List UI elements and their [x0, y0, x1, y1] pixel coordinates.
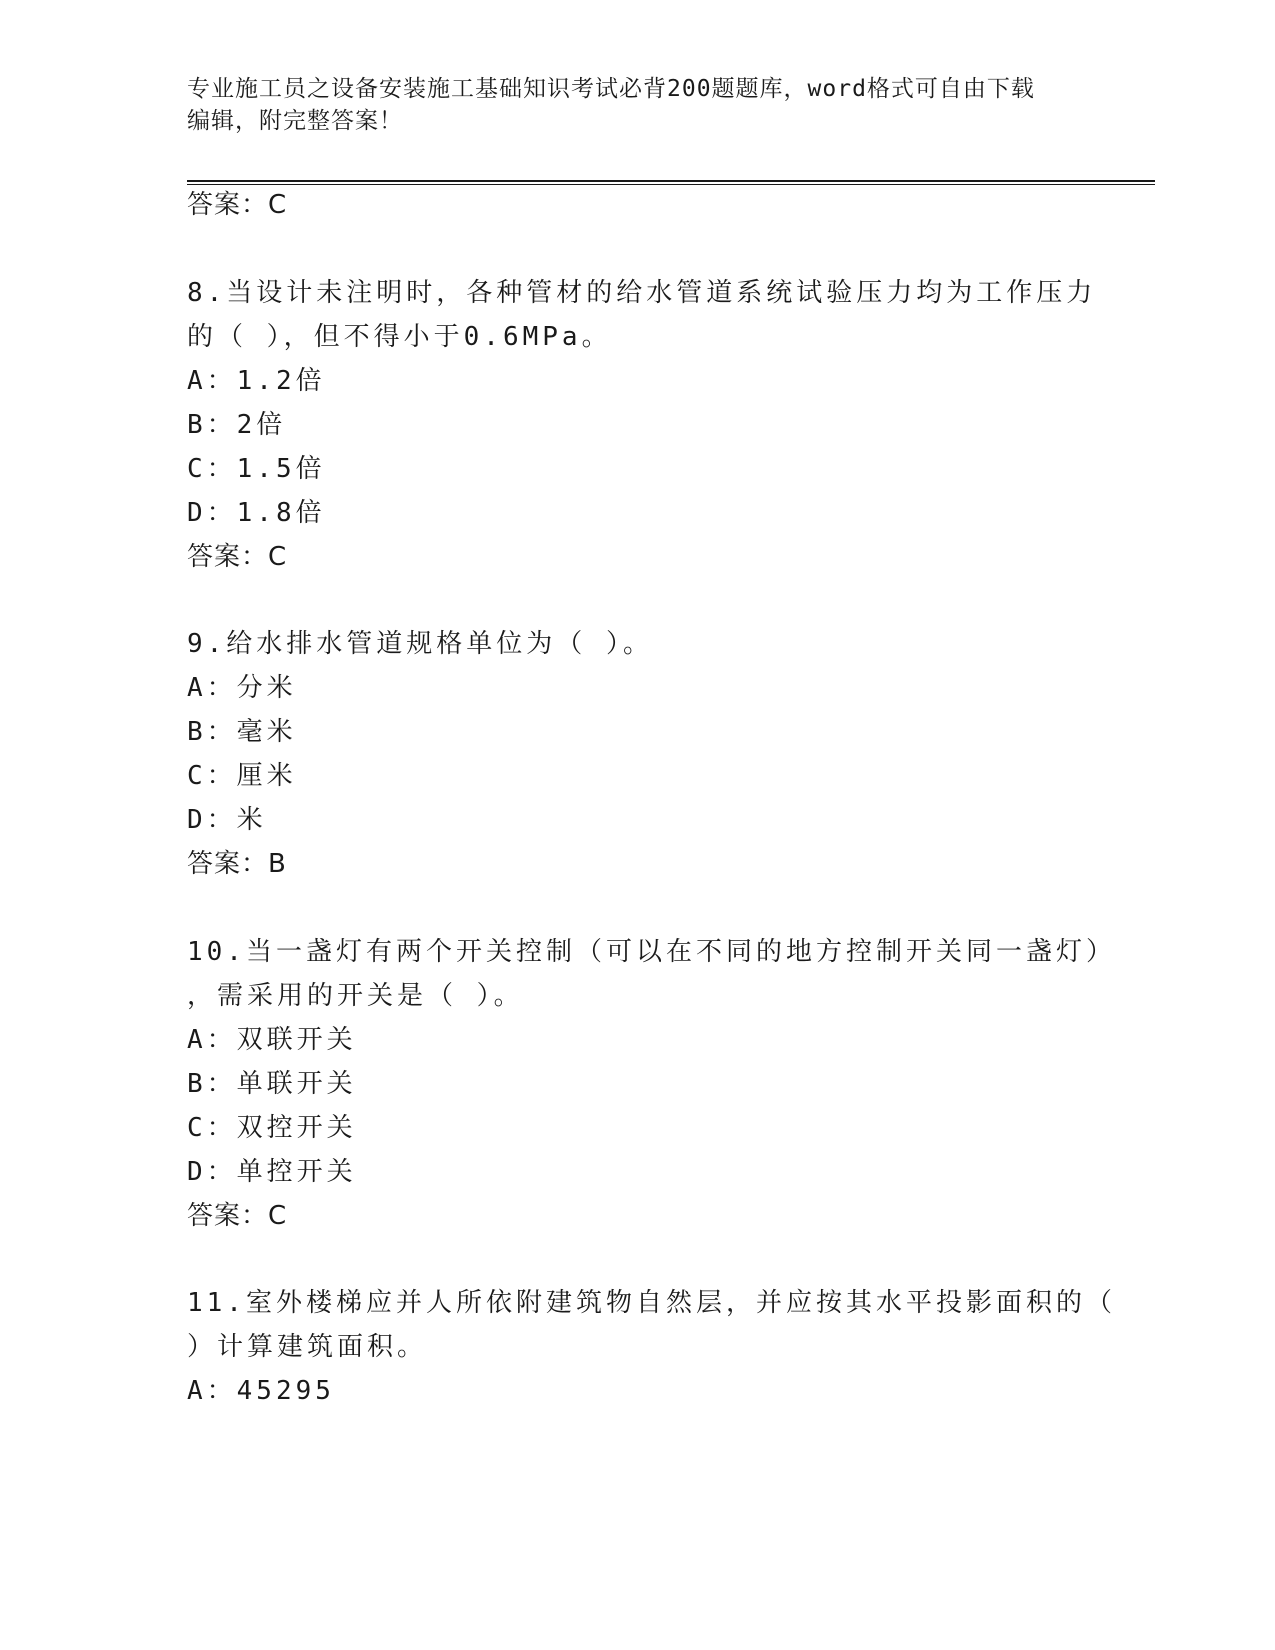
previous-answer: 答案：C: [187, 190, 288, 220]
question-10-option-a: A：双联开关: [187, 1025, 357, 1055]
question-10-stem-line1: 10.当一盏灯有两个开关控制（可以在不同的地方控制开关同一盏灯）: [187, 937, 1116, 967]
header-divider-thick: [187, 180, 1155, 182]
question-9-option-c: C：厘米: [187, 761, 297, 791]
question-9-option-a: A：分米: [187, 673, 297, 703]
question-11-option-a: A：45295: [187, 1376, 335, 1406]
header-divider-thin: [187, 184, 1155, 185]
question-9-option-b: B：毫米: [187, 717, 297, 747]
question-10-stem-line2: ，需采用的开关是（ ）。: [187, 981, 524, 1011]
question-11-stem-line2: ）计算建筑面积。: [187, 1332, 428, 1362]
question-8-stem-line1: 8.当设计未注明时，各种管材的给水管道系统试验压力均为工作压力: [187, 278, 1097, 308]
question-10-answer: 答案：C: [187, 1201, 288, 1231]
question-8-answer: 答案：C: [187, 542, 288, 572]
question-8-option-c: C：1.5倍: [187, 454, 326, 484]
question-9-option-d: D：米: [187, 805, 267, 835]
question-11-stem-line1: 11.室外楼梯应并人所依附建筑物自然层，并应按其水平投影面积的（: [187, 1288, 1116, 1318]
question-8-option-b: B：2倍: [187, 410, 287, 440]
question-8-option-a: A：1.2倍: [187, 366, 326, 396]
question-10-option-d: D：单控开关: [187, 1157, 357, 1187]
header-title-line1: 专业施工员之设备安装施工基础知识考试必背200题题库，word格式可自由下载: [187, 76, 1035, 102]
question-8-option-d: D：1.8倍: [187, 498, 326, 528]
page-header: [187, 73, 1087, 137]
question-10-option-c: C：双控开关: [187, 1113, 357, 1143]
header-title-line2: 编辑，附完整答案！: [187, 108, 403, 134]
question-8-stem-line2: 的（ ），但不得小于0.6MPa。: [187, 322, 612, 352]
question-9-answer: 答案：B: [187, 849, 287, 879]
question-10-option-b: B：单联开关: [187, 1069, 357, 1099]
question-9-stem-line1: 9.给水排水管道规格单位为（ ）。: [187, 629, 653, 659]
